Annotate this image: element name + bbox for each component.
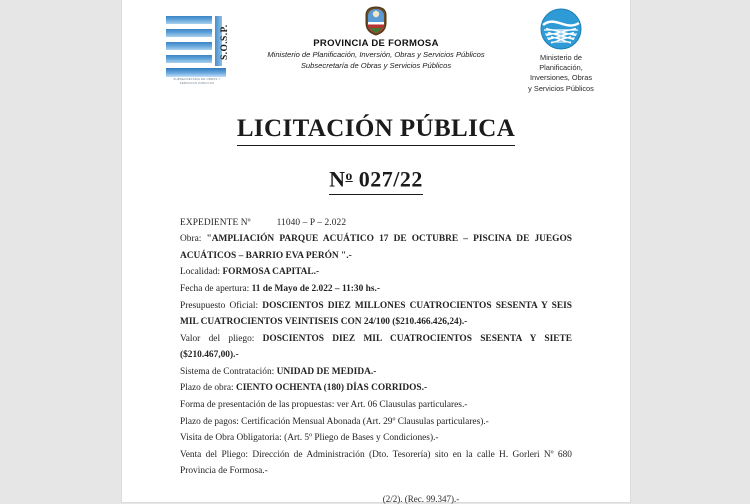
sosp-base-bar xyxy=(166,68,226,77)
sosp-bar-1 xyxy=(166,16,212,24)
sosp-bar-3 xyxy=(166,42,212,50)
document-page xyxy=(122,0,630,502)
tender-number xyxy=(329,162,423,195)
sosp-bar-4 xyxy=(166,55,212,63)
fecha-value: 11 de Mayo de 2.022 – 11:30 hs.- xyxy=(251,283,380,294)
sosp-caption-text: SUBSECRETARIA DE OBRAS Y SERVICIOS PUBLICOS xyxy=(173,77,221,85)
obra-value: "AMPLIACIÓN PARQUE ACUÁTICO 17 DE OCTUBRE – PISCINA DE JUEGOS ACUÁTICOS – BARRIO EVA PERÓN ".- xyxy=(180,234,572,261)
document-header xyxy=(122,0,630,96)
ministerio-caption-line-4: y Servicios Públicos xyxy=(528,83,594,93)
province-title: PROVINCIA DE FORMOSA xyxy=(313,38,439,49)
field-venta-pliego: Venta del Pliego: Dirección de Administración (Dto. Tesorería) sito en la calle H. Gorleri Nº 680 Provincia de Formosa.- xyxy=(180,449,572,477)
ministry-subtitle-line-2: Subsecretaría de Obras y Servicios Públicos xyxy=(300,60,452,70)
obra-label: Obra: xyxy=(180,234,207,245)
field-fecha-apertura xyxy=(180,281,572,298)
localidad-value: FORMOSA CAPITAL.- xyxy=(222,267,320,278)
ministry-subtitle-line-1: Ministerio de Planificación, Inversión, Obras y Servicios Públicos xyxy=(267,50,485,59)
sosp-acronym-text: S.O.S.P. xyxy=(220,24,230,60)
sosp-bar-2 xyxy=(166,29,212,37)
field-expediente xyxy=(180,215,572,232)
ministerio-logo-caption xyxy=(500,53,622,94)
title-block xyxy=(122,114,630,195)
document-footer-reference: (2/2). (Rec. 99.347).- xyxy=(382,494,460,504)
plazo-obra-value: CIENTO OCHENTA (180) DÍAS CORRIDOS.- xyxy=(235,383,428,394)
formosa-coat-of-arms-icon xyxy=(363,6,389,36)
field-forma-presentacion: Forma de presentación de las propuestas: ver Art. 06 Clausulas particulares.- xyxy=(180,400,468,411)
field-plazo-pagos: Plazo de pagos: Certificación Mensual Abonada (Art. 29º Clausulas particulares).- xyxy=(180,416,489,427)
field-visita-obra: Visita de Obra Obligatoria: (Art. 5º Pliego de Bases y Condiciones).- xyxy=(180,433,439,444)
expediente-value: 11040 – P – 2.022 xyxy=(276,217,347,228)
plazo-obra-label: Plazo de obra: xyxy=(180,383,236,394)
valor-pliego-label: Valor del pliego: xyxy=(180,333,263,344)
field-sistema-contratacion xyxy=(180,364,572,381)
expediente-label: EXPEDIENTE Nº xyxy=(180,217,251,228)
field-obra xyxy=(180,231,572,264)
field-presupuesto-oficial xyxy=(180,298,572,331)
field-plazo-obra xyxy=(180,380,572,397)
tender-number-ordinal: o xyxy=(345,168,353,183)
document-body xyxy=(180,215,572,504)
presupuesto-label: Presupuesto Oficial: xyxy=(180,300,263,311)
sosp-bars-group xyxy=(166,16,230,66)
header-center-block xyxy=(242,6,510,71)
field-localidad xyxy=(180,264,572,281)
ministerio-circle-icon xyxy=(540,8,582,50)
fecha-label: Fecha de apertura: xyxy=(180,283,252,294)
tender-number-value: 027/22 xyxy=(352,166,423,192)
sosp-logo xyxy=(166,14,234,86)
page-title: LICITACIÓN PÚBLICA xyxy=(237,114,515,146)
tender-number-prefix: N xyxy=(329,166,346,192)
valor-pliego-value: DOSCIENTOS DIEZ MIL CUATROCIENTOS SESENTA Y SIETE ($210.467,00).- xyxy=(180,333,572,361)
sistema-label: Sistema de Contratación: xyxy=(180,366,277,377)
sistema-value: UNIDAD DE MEDIDA.- xyxy=(276,366,377,377)
ministerio-logo xyxy=(500,8,622,94)
ministerio-caption-line-2: Planificación, xyxy=(539,63,583,73)
ministerio-caption-line-3: Inversiones, Obras xyxy=(529,73,593,83)
field-valor-pliego xyxy=(180,331,572,364)
localidad-label: Localidad: xyxy=(180,267,223,278)
presupuesto-value: DOSCIENTOS DIEZ MILLONES CUATROCIENTOS SESENTA Y SEIS MIL CUATROCIENTOS VEINTISEIS CON 24/100 ($210.466.426,24).- xyxy=(180,300,572,328)
ministerio-caption-line-1: Ministerio de xyxy=(540,53,582,62)
